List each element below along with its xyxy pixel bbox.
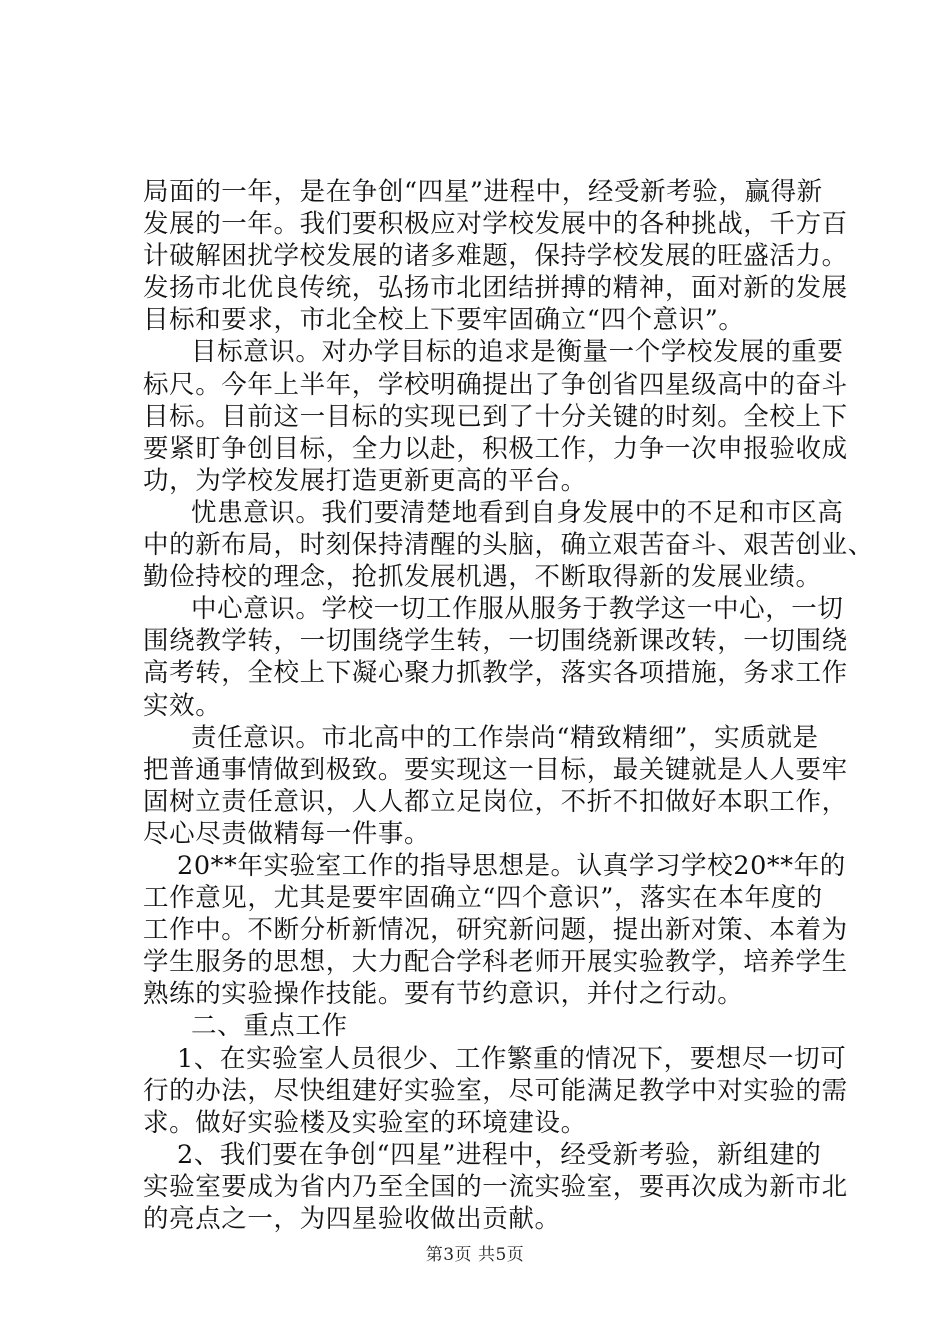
text-line: 把普通事情做到极致。要实现这一目标，最关键就是人人要牢 (143, 754, 848, 785)
text-line: 工作意见，尤其是要牢固确立“四个意识”，落实在本年度的 (143, 883, 823, 914)
text-line: 目标和要求，市北全校上下要牢固确立“四个意识”。 (143, 305, 745, 336)
text-line: 责任意识。市北高中的工作崇尚“精致精细”，实质就是 (191, 722, 819, 753)
text-line: 实效。 (143, 690, 222, 721)
text-line: 固树立责任意识，人人都立足岗位，不折不扣做好本职工作， (143, 786, 848, 817)
text-line: 求。做好实验楼及实验室的环境建设。 (143, 1107, 587, 1138)
text-line: 忧患意识。我们要清楚地看到自身发展中的不足和市区高 (191, 497, 844, 528)
text-line: 2、我们要在争创“四星”进程中，经受新考验，新组建的 (177, 1139, 822, 1170)
text-line: 中的新布局，时刻保持清醒的头脑，确立艰苦奋斗、艰苦创业、 (143, 530, 874, 561)
page-footer: 第3页 共5页 (425, 1245, 525, 1265)
text-line: 的亮点之一，为四星验收做出贡献。 (143, 1204, 561, 1234)
text-line: 勤俭持校的理念，抢抓发展机遇，不断取得新的发展业绩。 (143, 562, 822, 593)
text-line: 功，为学校发展打造更新更高的平台。 (143, 465, 587, 496)
text-line: 标尺。今年上半年，学校明确提出了争创省四星级高中的奋斗 (143, 369, 848, 400)
text-line: 围绕教学转，一切围绕学生转，一切围绕新课改转，一切围绕 (143, 626, 848, 657)
text-line: 高考转，全校上下凝心聚力抓教学，落实各项措施，务求工作 (143, 658, 848, 689)
text-line: 二、重点工作 (191, 1011, 348, 1042)
text-line: 工作中。不断分析新情况，研究新问题，提出新对策、本着为 (143, 915, 848, 946)
text-line: 要紧盯争创目标，全力以赴，积极工作，力争一次申报验收成 (143, 433, 848, 464)
text-line: 目标意识。对办学目标的追求是衡量一个学校发展的重要 (191, 337, 844, 368)
text-line: 计破解困扰学校发展的诸多难题，保持学校发展的旺盛活力。 (143, 241, 848, 272)
text-line: 20**年实验室工作的指导思想是。认真学习学校20**年的 (177, 850, 846, 881)
text-line: 实验室要成为省内乃至全国的一流实验室，要再次成为新市北 (143, 1171, 848, 1202)
text-line: 中心意识。学校一切工作服从服务于教学这一中心，一切 (191, 594, 844, 625)
text-line: 行的办法，尽快组建好实验室，尽可能满足教学中对实验的需 (143, 1075, 848, 1106)
text-line: 学生服务的思想，大力配合学科老师开展实验教学，培养学生 (143, 947, 848, 978)
document-body (143, 176, 874, 1235)
text-line: 目标。目前这一目标的实现已到了十分关键的时刻。全校上下 (143, 401, 848, 432)
text-line: 发扬市北优良传统，弘扬市北团结拼搏的精神，面对新的发展 (143, 273, 848, 304)
text-line: 1、在实验室人员很少、工作繁重的情况下，要想尽一切可 (177, 1043, 847, 1074)
text-line: 发展的一年。我们要积极应对学校发展中的各种挑战，千方百 (143, 209, 848, 240)
text-line: 熟练的实验操作技能。要有节约意识，并付之行动。 (143, 979, 744, 1010)
text-line: 局面的一年，是在争创“四星”进程中，经受新考验，赢得新 (143, 177, 823, 207)
text-line: 尽心尽责做精每一件事。 (143, 818, 431, 849)
